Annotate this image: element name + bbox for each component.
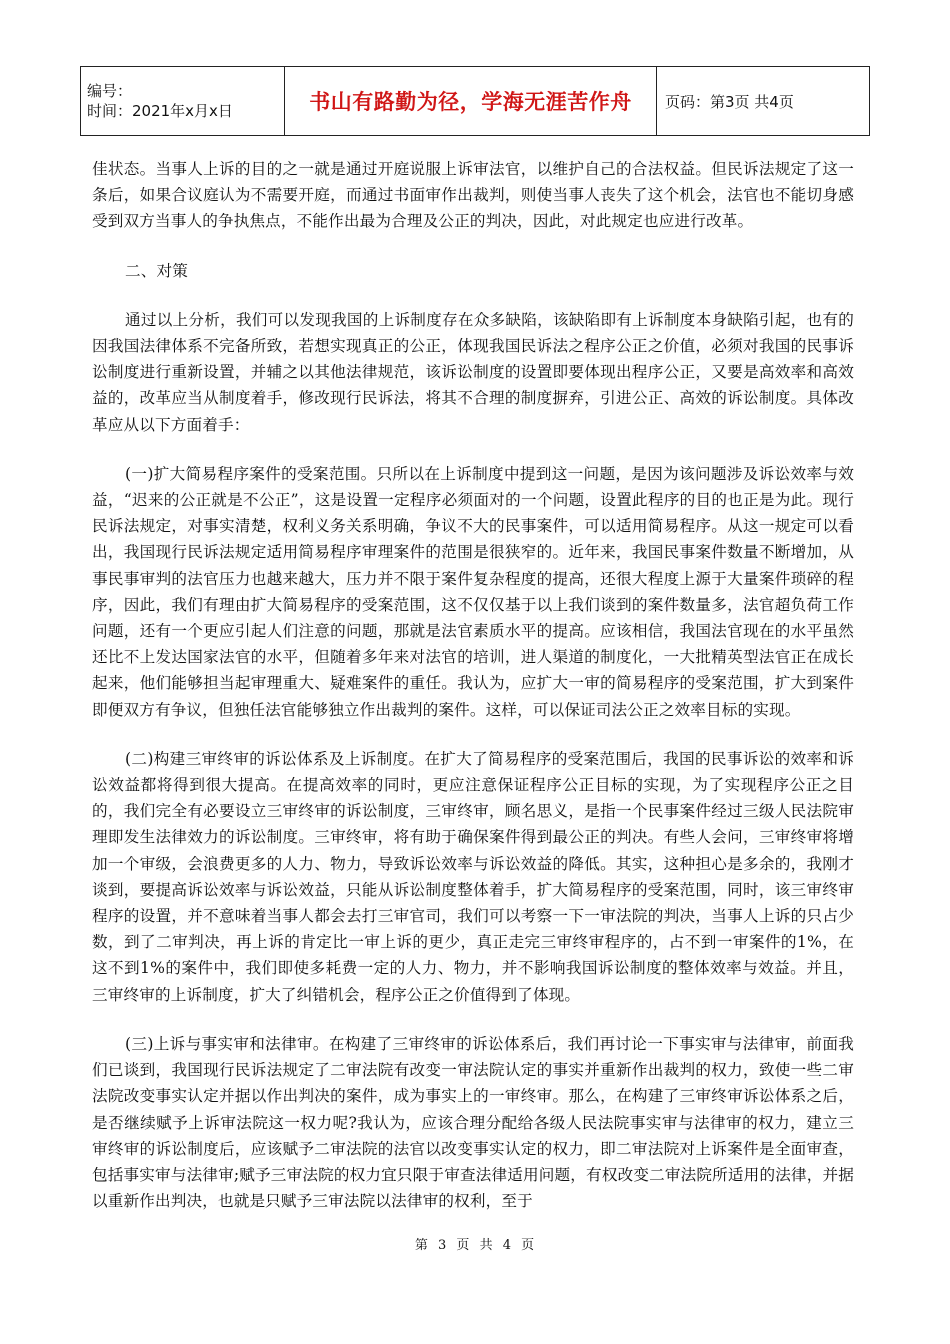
body-paragraph-analysis: 通过以上分析，我们可以发现我国的上诉制度存在众多缺陷，该缺陷即有上诉制度本身缺陷引起，也有的因我国法律体系不完备所致，若想实现真正的公正，体现我国民诉法之程序公正之价值，必须对我国的民事诉讼制度进行重新设置，并辅之以其他法律规范，该诉讼制度的设置即要体现出程序公正，又要是高效率和高效益的，改革应当从制度着手，修改现行民诉法，将其不合理的制度摒弃，引进公正、高效的诉讼制度。具体改革应从以下方面着手： bbox=[92, 310, 854, 434]
footer-page-word: 第 bbox=[414, 1238, 429, 1253]
header-page-info-cell bbox=[657, 67, 869, 135]
footer-total-pages: 4 bbox=[502, 1238, 512, 1253]
body-paragraph-item-1: (一)扩大简易程序案件的受案范围。只所以在上诉制度中提到这一问题，是因为该问题涉及诉讼效率与效益，“迟来的公正就是不公正”，这是设置一定程序必须面对的一个问题，设置此程序的目的也正是为此。现行民诉法规定，对事实清楚，权利义务关系明确，争议不大的民事案件，可以适用简易程序。从这一规定可以看出，我国现行民诉法规定适用简易程序审理案件的范围是很狭窄的。近年来，我国民事案件数量不断增加，从事民事审判的法官压力也越来越大，压力并不限于案件复杂程度的提高，还很大程度上源于大量案件琐碎的程序，因此，我们有理由扩大简易程序的受案范围，这不仅仅基于以上我们谈到的案件数量多，法官超负荷工作问题，还有一个更应引起人们注意的问题，那就是法官素质水平的提高。应该相信，我国法官现在的水平虽然还比不上发达国家法官的水平，但随着多年来对法官的培训，进人渠道的制度化，一大批精英型法官正在成长起来，他们能够担当起审理重大、疑难案件的重任。我认为，应扩大一审的简易程序的受案范围，扩大到案件即便双方有争议，但独任法官能够独立作出裁判的案件。这样，可以保证司法公正之效率目标的实现。 bbox=[92, 464, 854, 719]
footer-total-unit: 页 bbox=[521, 1238, 536, 1253]
body-paragraph-continuation: 佳状态。当事人上诉的目的之一就是通过开庭说服上诉审法官，以维护自己的合法权益。但民诉法规定了这一条后，如果合议庭认为不需要开庭，而通过书面审作出裁判，则使当事人丧失了这个机会，法官也不能切身感受到双方当事人的争执焦点，不能作出最为合理及公正的判决，因此，对此规定也应进行改革。 bbox=[92, 160, 854, 231]
body-paragraph-item-2: (二)构建三审终审的诉讼体系及上诉制度。在扩大了简易程序的受案范围后，我国的民事诉讼的效率和诉讼效益都将得到很大提高。在提高效率的同时，更应注意保证程序公正目标的实现，为了实现程序公正之目的，我们完全有必要设立三审终审的诉讼制度，三审终审，顾名思义，是指一个民事案件经过三级人民法院审理即发生法律效力的诉讼制度。三审终审，将有助于确保案件得到最公正的判决。有些人会问，三审终审将增加一个审级，会浪费更多的人力、物力，导致诉讼效率与诉讼效益的降低。其实，这种担心是多余的，我刚才谈到，要提高诉讼效率与诉讼效益，只能从诉讼制度整体着手，扩大简易程序的受案范围，同时，该三审终审程序的设置，并不意味着当事人都会去打三审官司，我们可以考察一下一审法院的判决，当事人上诉的只占少数，到了二审判决，再上诉的肯定比一审上诉的更少，真正走完三审终审程序的，占不到一审案件的1%，在这不到1%的案件中，我们即使多耗费一定的人力、物力，并不影响我国诉讼制度的整体效率与效益。并且，三审终审的上诉制度，扩大了纠错机会，程序公正之价值得到了体现。 bbox=[92, 749, 854, 1004]
footer-total-word: 共 bbox=[479, 1238, 494, 1253]
header-motto: 书山有路勤为径，学海无涯苦作舟 bbox=[309, 90, 632, 114]
section-heading-countermeasures: 二、对策 bbox=[125, 261, 188, 280]
footer-page-unit: 页 bbox=[456, 1238, 471, 1253]
document-date: 时间：2021年x月x日 bbox=[87, 102, 233, 120]
document-body bbox=[92, 156, 854, 1214]
body-paragraph-item-3: (三)上诉与事实审和法律审。在构建了三审终审的诉讼体系后，我们再讨论一下事实审与法律审，前面我们已谈到，我国现行民诉法规定了二审法院有改变一审法院认定的事实并重新作出裁判的权力，致使一些二审法院改变事实认定并据以作出判决的案件，成为事实上的一审终审。那么，在构建了三审终审诉讼体系之后，是否继续赋予上诉审法院这一权力呢?我认为，应该合理分配给各级人民法院事实审与法律审的权力，建立三审终审的诉讼制度后，应该赋予二审法院的法官以改变事实认定的权力，即二审法院对上诉案件是全面审查，包括事实审与法律审;赋予三审法院的权力宜只限于审查法律适用问题，有权改变二审法院所适用的法律，并据以重新作出判决，也就是只赋予三审法院以法律审的权利，至于 bbox=[92, 1034, 854, 1211]
footer-current-page: 3 bbox=[437, 1238, 448, 1253]
page-footer bbox=[0, 1234, 950, 1253]
header-meta bbox=[81, 67, 285, 135]
header-motto-cell bbox=[285, 67, 657, 135]
document-number-label: 编号： bbox=[87, 82, 133, 100]
page-header bbox=[80, 66, 870, 136]
header-page-info: 页码：第3页 共4页 bbox=[665, 92, 794, 111]
